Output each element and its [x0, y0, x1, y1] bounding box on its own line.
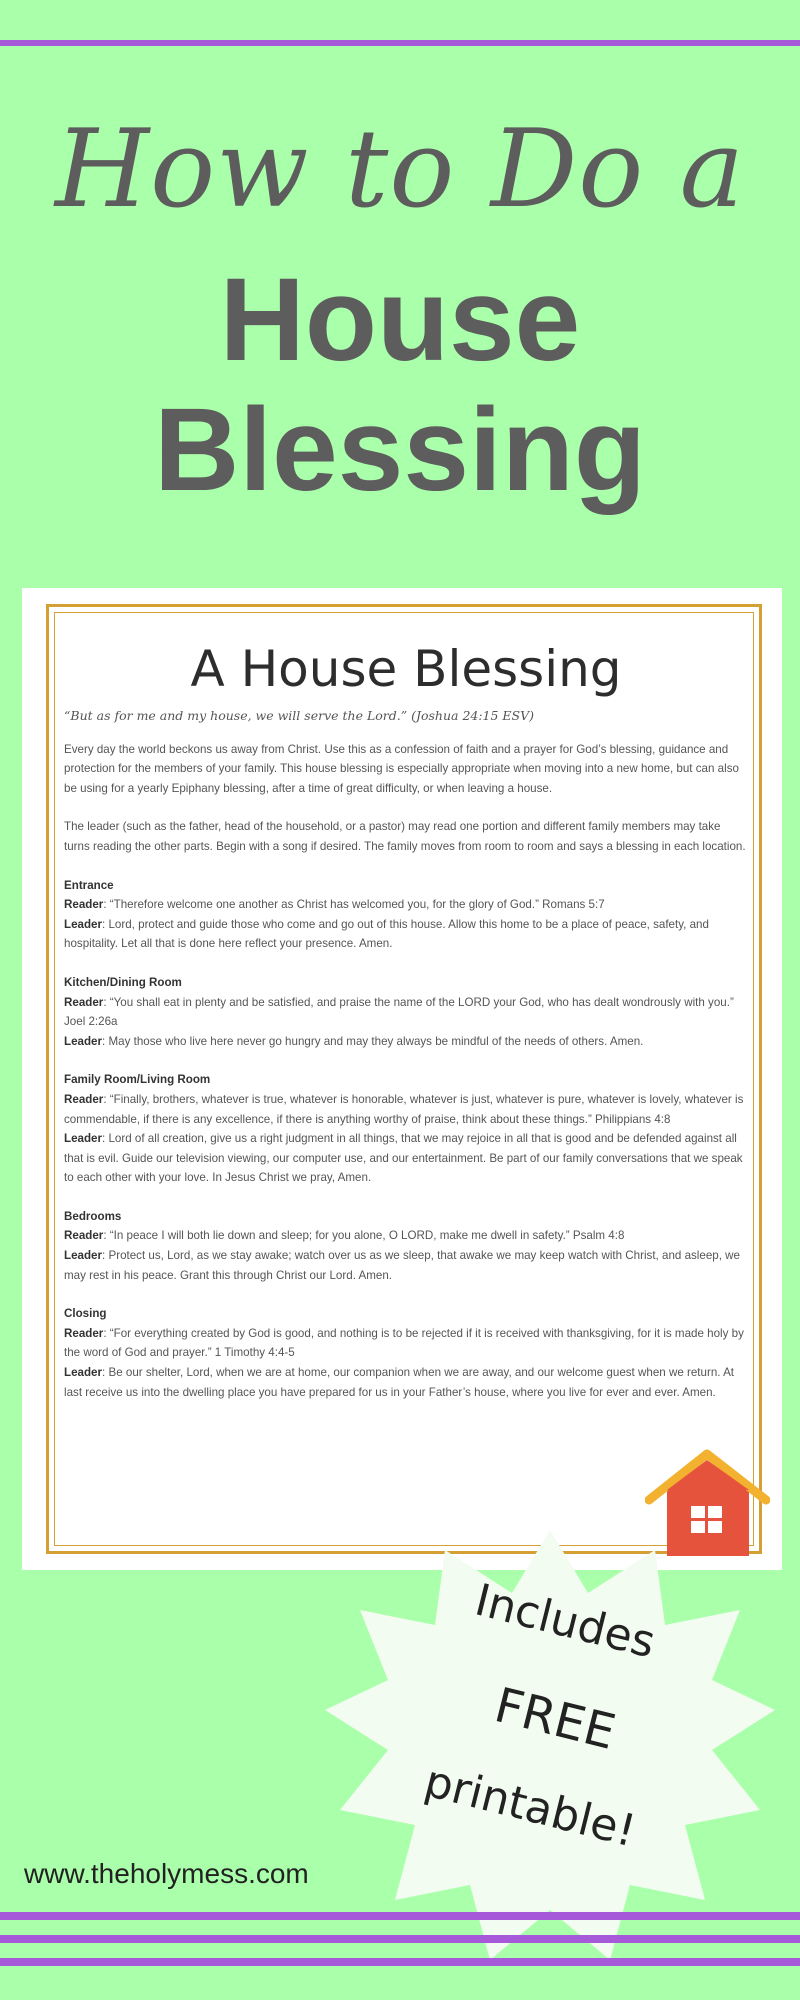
- reader-label: Reader: [64, 1229, 104, 1243]
- printable-preview-card: [22, 588, 782, 1570]
- badge-free: FREE: [489, 1677, 621, 1761]
- website-url[interactable]: www.theholymess.com: [24, 1858, 309, 1889]
- title-script-line: How to Do a: [54, 107, 746, 232]
- leader-text: : Protect us, Lord, as we stay awake; watch over us as we sleep, that awake we may keep watch with Christ, and asleep, we may rest in his peace. Grant this through Christ our Lord. Amen.: [64, 1249, 740, 1282]
- leader-label: Leader: [64, 1366, 103, 1380]
- house-icon: [645, 1448, 770, 1560]
- reader-line: [64, 1090, 748, 1129]
- reader-line: [64, 1226, 748, 1246]
- leader-line: [64, 1032, 748, 1052]
- leader-label: Leader: [64, 917, 103, 931]
- section-closing: [64, 1304, 748, 1402]
- bottom-stripe: [0, 1935, 800, 1943]
- leader-text: : May those who live here never go hungry and may they always be mindful of the needs of others. Amen.: [102, 1034, 644, 1048]
- reader-line: [64, 1324, 748, 1363]
- badge-includes: Includes: [470, 1574, 661, 1669]
- leader-line: [64, 1246, 748, 1285]
- printable-content: [64, 638, 748, 1421]
- printable-title: A House Blessing: [190, 640, 622, 698]
- reader-text: : “You shall eat in plenty and be satisfied, and praise the name of the LORD your God, who has dealt wondrously with you.” Joel 2:26a: [64, 995, 734, 1029]
- reader-label: Reader: [64, 995, 104, 1009]
- section-family-room: [64, 1070, 748, 1188]
- reader-text: : “Finally, brothers, whatever is true, whatever is honorable, whatever is just, whatever is pure, whatever is lovely, whatever is commendable, if there is any excellence, if there is anything worthy of praise, think about these things.” Philippians 4:8: [64, 1092, 744, 1126]
- leader-text: : Lord of all creation, give us a right judgment in all things, that we may rejoice in all that is good and be defended against all that is evil. Guide our television viewing, our computer use, and our entertainment. Be part of our family conversations that we speak to each other with your love. In Jesus Christ we pray, Amen.: [64, 1132, 743, 1185]
- leader-label: Leader: [64, 1034, 103, 1048]
- reader-text: : “For everything created by God is good, and nothing is to be rejected if it is received with thanksgiving, for it is made holy by the word of God and prayer.” 1 Timothy 4:4-5: [64, 1326, 744, 1360]
- bottom-stripe: [0, 1958, 800, 1966]
- reader-label: Reader: [64, 1092, 104, 1106]
- section-heading: Closing: [64, 1307, 107, 1321]
- section-entrance: [64, 876, 748, 954]
- title-blessing: Blessing: [154, 384, 646, 516]
- top-stripe: [0, 40, 800, 46]
- intro-paragraph: Every day the world beckons us away from Christ. Use this as a confession of faith and a prayer for God’s blessing, guidance and protection for the members of your family. This house blessing is especially appropriate when moving into a new home, but can also be using for a yearly Epiphany blessing, after a time of great difficulty, or when leaving a house.: [64, 742, 739, 795]
- badge-printable: printable!: [419, 1755, 641, 1858]
- title-house: House: [219, 254, 581, 386]
- leader-text: : Lord, protect and guide those who come and go out of this house. Allow this home to be a place of peace, safety, and hospitality. Let all that is done here reflect your presence. Amen.: [64, 917, 709, 951]
- leader-label: Leader: [64, 1132, 103, 1146]
- section-heading: Family Room/Living Room: [64, 1073, 211, 1087]
- leader-line: [64, 915, 748, 954]
- section-heading: Bedrooms: [64, 1209, 122, 1223]
- leader-text: : Be our shelter, Lord, when we are at home, our companion when we are away, and our welcome guest when we return. At last receive us into the dwelling place you have prepared for us in your Father’s house, where you live for ever and ever. Amen.: [64, 1366, 735, 1399]
- reader-text: : “In peace I will both lie down and sleep; for you alone, O LORD, make me dwell in safety.” Psalm 4:8: [103, 1229, 625, 1243]
- bottom-stripe: [0, 1912, 800, 1920]
- leader-line: [64, 1363, 748, 1402]
- reader-text: : “Therefore welcome one another as Christ has welcomed you, for the glory of God.” Romans 5:7: [103, 898, 605, 912]
- reader-line: [64, 993, 748, 1032]
- opening-verse: “But as for me and my house, we will serve the Lord.” (Joshua 24:15 ESV): [64, 708, 535, 723]
- instructions-paragraph: The leader (such as the father, head of the household, or a pastor) may read one portion and different family members may take turns reading the other parts. Begin with a song if desired. The family moves from room to room and says a blessing in each location.: [64, 820, 746, 853]
- reader-label: Reader: [64, 1326, 104, 1340]
- reader-label: Reader: [64, 898, 104, 912]
- section-heading: Kitchen/Dining Room: [64, 975, 182, 989]
- leader-label: Leader: [64, 1249, 103, 1263]
- reader-line: [64, 895, 748, 915]
- leader-line: [64, 1129, 748, 1188]
- section-bedrooms: [64, 1207, 748, 1285]
- section-heading: Entrance: [64, 878, 114, 892]
- section-kitchen: [64, 973, 748, 1051]
